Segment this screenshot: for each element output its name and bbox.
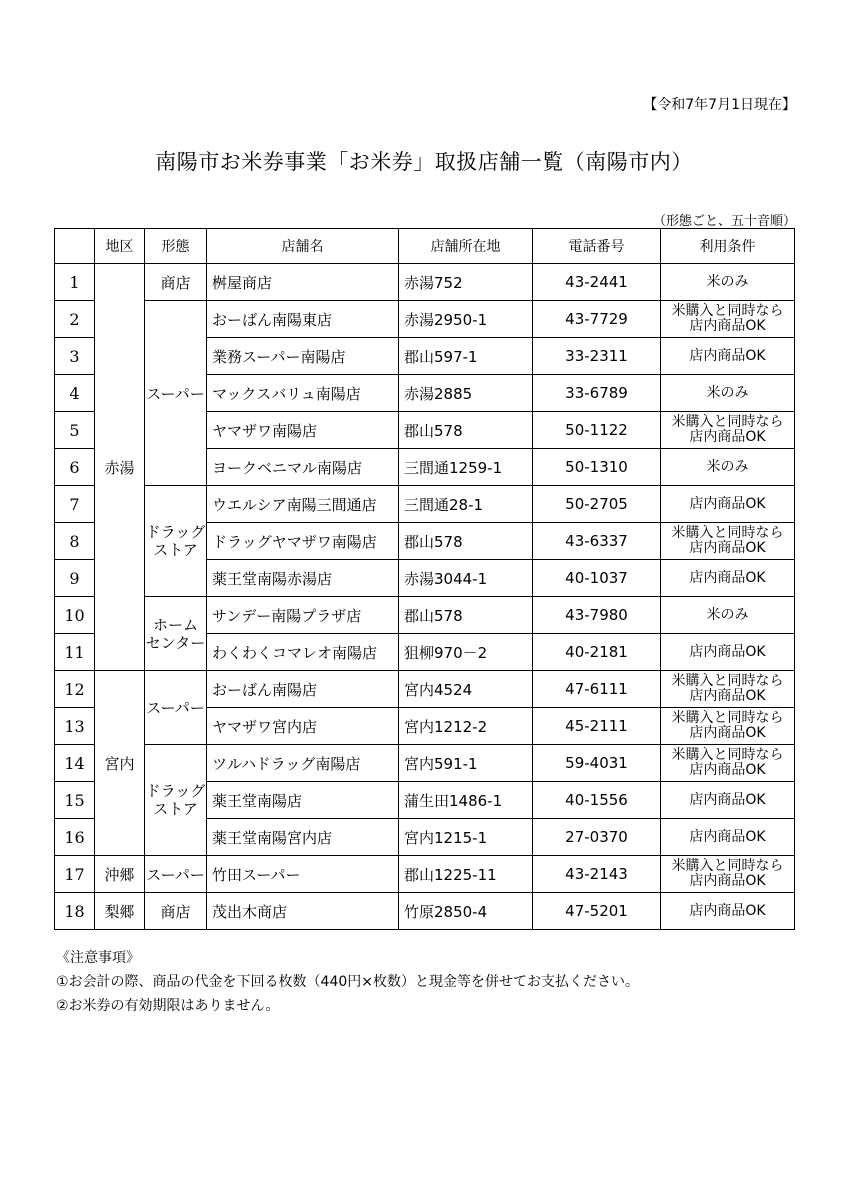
area-cell: 赤湯 [95, 264, 145, 671]
type-cell: 商店 [145, 893, 207, 930]
row-number: 13 [55, 708, 95, 745]
page-title: 南陽市お米券事業「お米券」取扱店舗一覧（南陽市内） [155, 150, 693, 174]
store-phone: 43-2441 [533, 264, 661, 301]
store-name: ヤマザワ南陽店 [207, 412, 399, 449]
store-address: 蒲生田1486-1 [399, 782, 533, 819]
type-cell [145, 597, 207, 671]
usage-conditions [661, 893, 795, 930]
condition-line: 米のみ [706, 384, 749, 401]
store-name: 茂出木商店 [207, 893, 399, 930]
usage-conditions [661, 486, 795, 523]
condition-line: 店内商品OK [689, 495, 766, 512]
row-number: 14 [55, 745, 95, 782]
store-address: 宮内4524 [399, 671, 533, 708]
condition-line: 店内商品OK [689, 429, 766, 445]
store-table [54, 228, 795, 930]
type-cell: スーパー [145, 671, 207, 745]
col-header-no [55, 229, 95, 264]
condition-line: 米購入と同時なら [671, 525, 784, 541]
row-number: 18 [55, 893, 95, 930]
row-number: 10 [55, 597, 95, 634]
store-phone: 43-6337 [533, 523, 661, 560]
usage-conditions [661, 523, 795, 560]
row-number: 12 [55, 671, 95, 708]
store-phone: 50-1310 [533, 449, 661, 486]
type-line: センター [145, 633, 206, 652]
table-row [55, 671, 795, 708]
col-header-conditions: 利用条件 [661, 229, 795, 264]
table-row [55, 486, 795, 523]
type-line: ドラッグ [145, 782, 206, 800]
store-address: 郡山578 [399, 412, 533, 449]
store-address: 赤湯2885 [399, 375, 533, 412]
row-number: 4 [55, 375, 95, 412]
col-header-type: 形態 [145, 229, 207, 264]
condition-line: 店内商品OK [689, 643, 766, 660]
store-name: 桝屋商店 [207, 264, 399, 301]
store-name: サンデー南陽プラザ店 [207, 597, 399, 634]
table-row [55, 301, 795, 338]
table-row [55, 745, 795, 782]
condition-line: 米購入と同時なら [671, 747, 784, 763]
store-phone: 27-0370 [533, 819, 661, 856]
row-number: 17 [55, 856, 95, 893]
condition-line: 米購入と同時なら [671, 414, 784, 430]
store-name: ヤマザワ宮内店 [207, 708, 399, 745]
col-header-phone: 電話番号 [533, 229, 661, 264]
condition-line: 米購入と同時なら [671, 710, 784, 726]
store-name: おーばん南陽店 [207, 671, 399, 708]
store-name: 竹田スーパー [207, 856, 399, 893]
note-item: ①お会計の際、商品の代金を下回る枚数（440円×枚数）と現金等を併せてお支払ください。 [56, 974, 640, 990]
condition-line: 店内商品OK [689, 347, 766, 364]
row-number: 5 [55, 412, 95, 449]
usage-conditions [661, 856, 795, 893]
col-header-address: 店舗所在地 [399, 229, 533, 264]
store-phone: 40-2181 [533, 634, 661, 671]
type-line: ストア [153, 541, 198, 559]
table-header-row [55, 229, 795, 264]
row-number: 9 [55, 560, 95, 597]
type-line: ホーム [152, 615, 198, 634]
store-phone: 50-1122 [533, 412, 661, 449]
type-cell [145, 486, 207, 597]
store-phone: 50-2705 [533, 486, 661, 523]
store-name: 薬王堂南陽赤湯店 [207, 560, 399, 597]
table-row [55, 856, 795, 893]
store-address: 赤湯2950-1 [399, 301, 533, 338]
condition-line: 米購入と同時なら [671, 303, 784, 319]
usage-conditions [661, 745, 795, 782]
sort-note: （形態ごと、五十音順） [652, 214, 796, 229]
store-phone: 47-5201 [533, 893, 661, 930]
store-phone: 59-4031 [533, 745, 661, 782]
store-name: マックスバリュ南陽店 [207, 375, 399, 412]
store-phone: 33-2311 [533, 338, 661, 375]
usage-conditions [661, 634, 795, 671]
store-address: 狙柳970－2 [399, 634, 533, 671]
usage-conditions [661, 449, 795, 486]
type-cell [145, 745, 207, 856]
area-cell: 梨郷 [95, 893, 145, 930]
store-address: 赤湯752 [399, 264, 533, 301]
table-row [55, 597, 795, 634]
type-line: ストア [153, 800, 198, 818]
table-row [55, 264, 795, 301]
notes-heading: 《注意事項》 [56, 950, 140, 966]
usage-conditions [661, 264, 795, 301]
row-number: 7 [55, 486, 95, 523]
type-cell: スーパー [145, 856, 207, 893]
condition-line: 米のみ [706, 458, 749, 475]
store-name: わくわくコマレオ南陽店 [207, 634, 399, 671]
area-cell: 沖郷 [95, 856, 145, 893]
row-number: 1 [55, 264, 95, 301]
store-address: 赤湯3044-1 [399, 560, 533, 597]
condition-line: 店内商品OK [689, 791, 766, 808]
store-address: 三間通28-1 [399, 486, 533, 523]
usage-conditions [661, 560, 795, 597]
row-number: 2 [55, 301, 95, 338]
row-number: 16 [55, 819, 95, 856]
store-phone: 45-2111 [533, 708, 661, 745]
store-address: 三間通1259-1 [399, 449, 533, 486]
as-of-date: 【令和7年7月1日現在】 [643, 97, 796, 113]
store-address: 郡山578 [399, 523, 533, 560]
condition-line: 店内商品OK [689, 725, 766, 741]
condition-line: 店内商品OK [689, 762, 766, 778]
condition-line: 米のみ [706, 273, 749, 290]
row-number: 6 [55, 449, 95, 486]
usage-conditions [661, 375, 795, 412]
store-address: 宮内1215-1 [399, 819, 533, 856]
condition-line: 店内商品OK [689, 540, 766, 556]
condition-line: 米購入と同時なら [671, 858, 784, 874]
condition-line: 店内商品OK [689, 902, 766, 919]
note-item: ②お米券の有効期限はありません。 [56, 998, 280, 1014]
store-name: ドラッグヤマザワ南陽店 [207, 523, 399, 560]
store-address: 郡山578 [399, 597, 533, 634]
store-address: 竹原2850-4 [399, 893, 533, 930]
usage-conditions [661, 819, 795, 856]
type-line: ドラッグ [145, 523, 206, 541]
type-cell: スーパー [145, 301, 207, 486]
usage-conditions [661, 338, 795, 375]
store-phone: 43-7980 [533, 597, 661, 634]
store-address: 郡山1225-11 [399, 856, 533, 893]
usage-conditions [661, 597, 795, 634]
table-row [55, 893, 795, 930]
store-phone: 40-1037 [533, 560, 661, 597]
store-phone: 47-6111 [533, 671, 661, 708]
store-address: 宮内1212-2 [399, 708, 533, 745]
usage-conditions [661, 782, 795, 819]
store-phone: 40-1556 [533, 782, 661, 819]
col-header-area: 地区 [95, 229, 145, 264]
col-header-store-name: 店舗名 [207, 229, 399, 264]
type-cell: 商店 [145, 264, 207, 301]
condition-line: 店内商品OK [689, 318, 766, 334]
store-name: 薬王堂南陽店 [207, 782, 399, 819]
condition-line: 店内商品OK [689, 828, 766, 845]
store-name: ヨークベニマル南陽店 [207, 449, 399, 486]
store-name: 業務スーパー南陽店 [207, 338, 399, 375]
condition-line: 店内商品OK [689, 873, 766, 889]
usage-conditions [661, 671, 795, 708]
store-name: ツルハドラッグ南陽店 [207, 745, 399, 782]
store-phone: 43-2143 [533, 856, 661, 893]
condition-line: 米のみ [706, 606, 749, 623]
store-phone: 43-7729 [533, 301, 661, 338]
notes [56, 946, 639, 1018]
condition-line: 店内商品OK [689, 688, 766, 704]
condition-line: 米購入と同時なら [671, 673, 784, 689]
usage-conditions [661, 708, 795, 745]
usage-conditions [661, 412, 795, 449]
store-name: 薬王堂南陽宮内店 [207, 819, 399, 856]
store-name: おーばん南陽東店 [207, 301, 399, 338]
store-name: ウエルシア南陽三間通店 [207, 486, 399, 523]
store-address: 宮内591-1 [399, 745, 533, 782]
store-address: 郡山597-1 [399, 338, 533, 375]
store-phone: 33-6789 [533, 375, 661, 412]
row-number: 3 [55, 338, 95, 375]
usage-conditions [661, 301, 795, 338]
row-number: 11 [55, 634, 95, 671]
area-cell: 宮内 [95, 671, 145, 856]
row-number: 8 [55, 523, 95, 560]
condition-line: 店内商品OK [689, 569, 766, 586]
row-number: 15 [55, 782, 95, 819]
